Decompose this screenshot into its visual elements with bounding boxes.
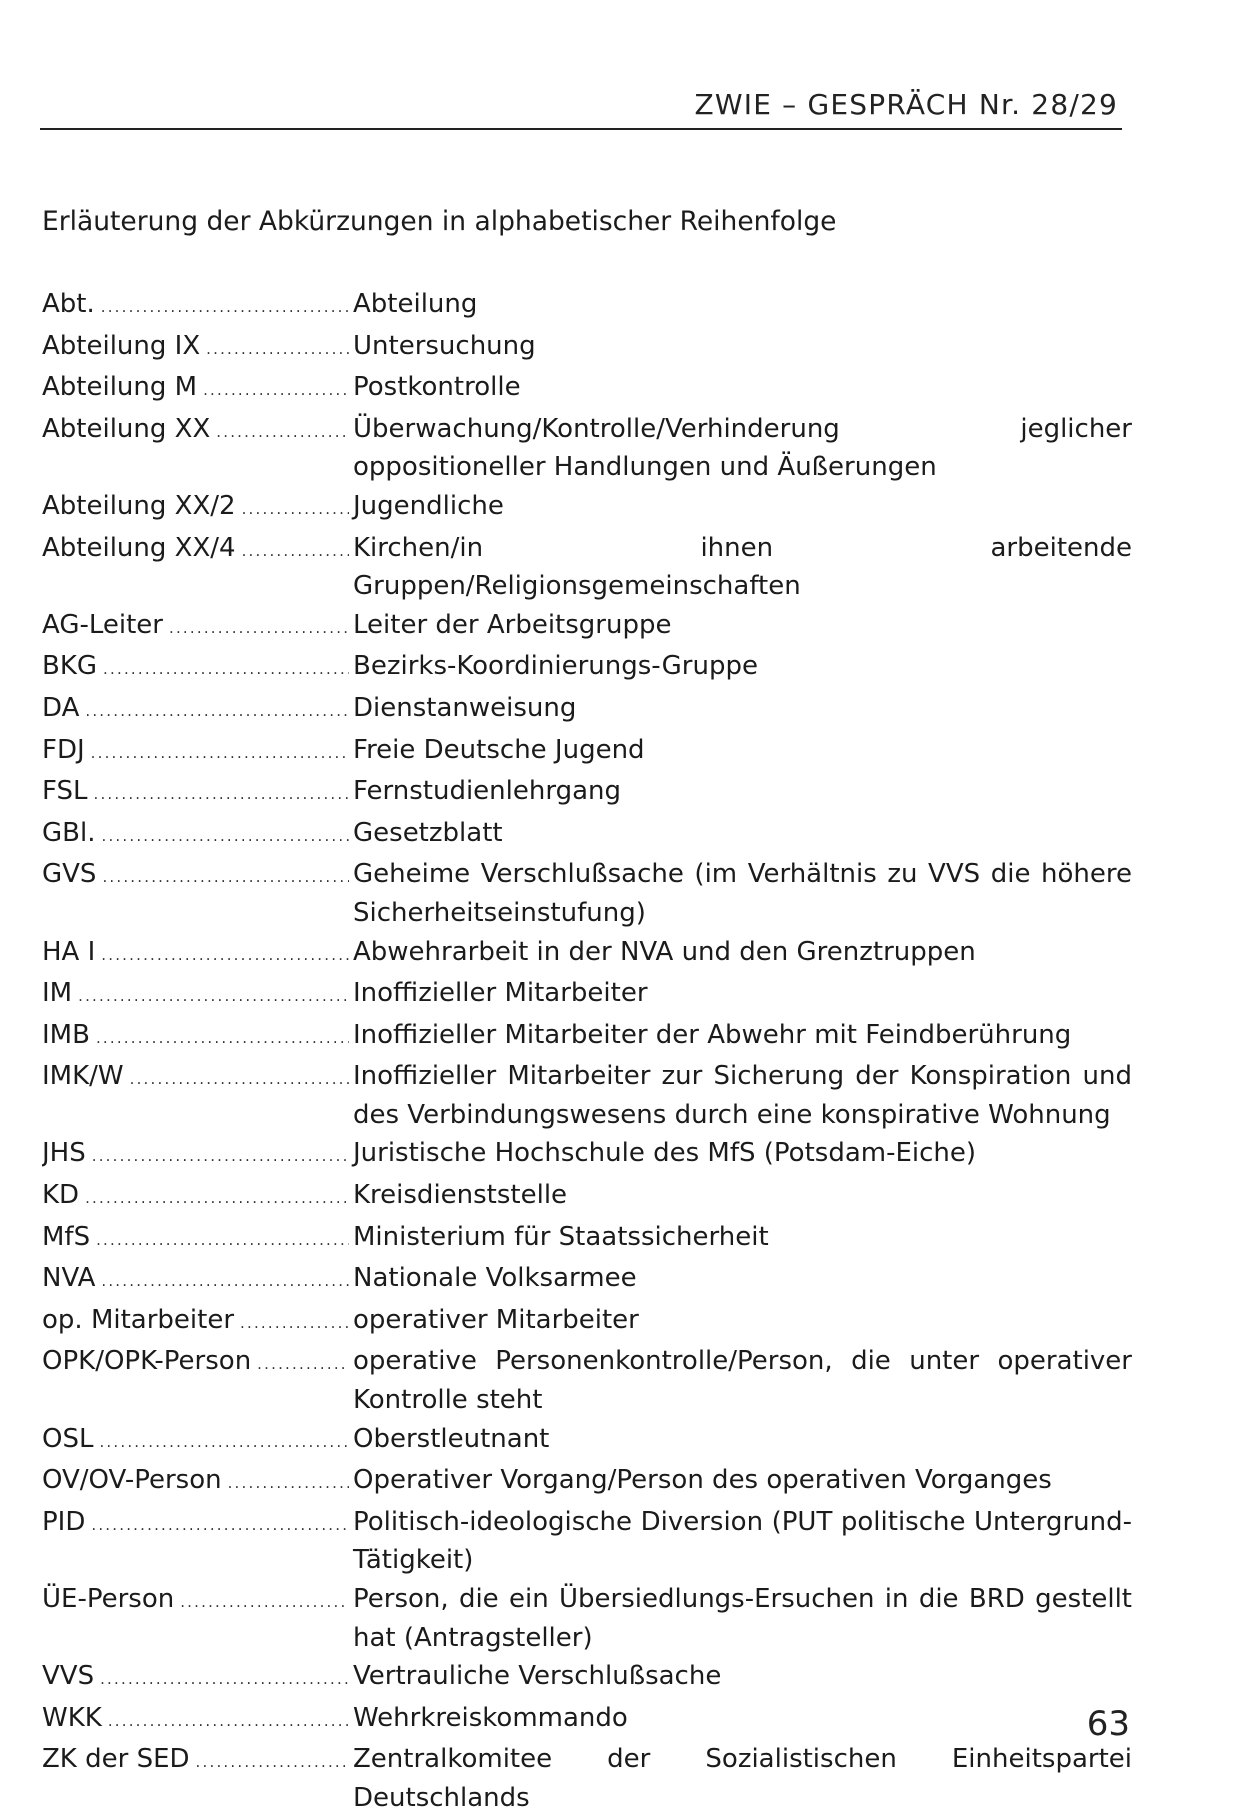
abbreviation-definition: Kreisdienststelle [353, 1180, 568, 1211]
abbreviation-definition: Überwachung/Kontrolle/Verhinderung jeglicher oppositioneller Handlungen und Äußerungen [353, 413, 1132, 483]
list-item [42, 814, 1132, 856]
abbreviation-term-cell [42, 1342, 349, 1384]
abbreviation-definition: Politisch-ideologische Diversion (PUT politische Untergrund-Tätigkeit) [353, 1506, 1132, 1576]
abbreviation-term: ZK der SED [42, 1744, 190, 1775]
abbreviation-term: Abteilung IX [42, 330, 201, 361]
abbreviation-definition: Zentralkomitee der Sozialistischen Einheitspartei Deutschlands [353, 1744, 1132, 1813]
list-item [42, 368, 1132, 410]
dot-leader [100, 1660, 349, 1699]
abbreviation-definition: Nationale Volksarmee [353, 1263, 637, 1294]
dot-leader [130, 1060, 349, 1099]
dot-leader [203, 371, 349, 410]
running-title: ZWIE – GESPRÄCH Nr. 28/29 [694, 88, 1118, 121]
abbreviation-term-cell [42, 772, 349, 814]
dot-leader [91, 734, 349, 773]
abbreviation-term-cell [42, 1301, 349, 1343]
page-number: 63 [1086, 1704, 1130, 1744]
abbreviation-definition: Jugendliche [353, 490, 504, 521]
list-item [42, 1301, 1132, 1343]
list-item [42, 410, 1132, 487]
abbreviation-term-cell [42, 487, 349, 529]
abbreviation-definition: Leiter der Arbeitsgruppe [353, 609, 672, 640]
abbreviation-definition: Person, die ein Übersiedlungs-Ersuchen in die BRD gestellt hat (Antragsteller) [353, 1584, 1132, 1653]
abbreviation-definition: Operativer Vorgang/Person des operativen Vorganges [353, 1465, 1052, 1496]
abbreviation-definition: Gesetzblatt [353, 817, 503, 848]
dot-leader [101, 1262, 349, 1301]
abbreviation-term: Abteilung XX [42, 413, 211, 444]
abbreviation-term: MfS [42, 1221, 91, 1252]
abbreviation-term-cell [42, 933, 349, 975]
dot-leader [216, 413, 349, 452]
list-item [42, 1420, 1132, 1462]
abbreviation-term-cell [42, 974, 349, 1016]
abbreviation-definition: Fernstudienlehrgang [353, 776, 622, 807]
dot-leader [103, 650, 349, 689]
dot-leader [206, 330, 349, 369]
abbreviation-term: WKK [42, 1702, 102, 1733]
dot-leader [91, 1506, 349, 1545]
abbreviation-term-cell [42, 1016, 349, 1058]
abbreviation-definition: Freie Deutsche Jugend [353, 734, 645, 765]
abbreviation-term-cell [42, 731, 349, 773]
abbreviation-definition: Bezirks-Koordinierungs-Gruppe [353, 651, 758, 682]
abbreviation-definition: Juristische Hochschule des MfS (Potsdam-Eiche) [353, 1138, 977, 1169]
abbreviation-term-cell [42, 689, 349, 731]
abbreviation-term: Abteilung XX/4 [42, 532, 236, 563]
list-item [42, 1016, 1132, 1058]
dot-leader [94, 775, 350, 814]
abbreviation-term: OV/OV-Person [42, 1465, 222, 1496]
dot-leader [78, 977, 349, 1016]
abbreviation-definition: Kirchen/in ihnen arbeitende Gruppen/Religionsgemeinschaften [353, 532, 1132, 602]
abbreviation-term: FDJ [42, 734, 85, 765]
running-header [40, 88, 1122, 130]
abbreviation-term: Abt. [42, 289, 95, 319]
abbreviation-term-cell [42, 368, 349, 410]
abbreviation-term-cell [42, 1259, 349, 1301]
abbreviation-term-cell [42, 647, 349, 689]
abbreviation-term: GBl. [42, 817, 96, 848]
abbreviation-term: DA [42, 692, 80, 723]
list-item [42, 487, 1132, 529]
abbreviation-term: Abteilung M [42, 372, 198, 403]
list-item [42, 647, 1132, 689]
abbreviation-definition: Inoffizieller Mitarbeiter zur Sicherung der Konspiration und des Verbindungswesens durch eine konspirative Wohnung [353, 1061, 1132, 1130]
list-item [42, 1461, 1132, 1503]
list-item [42, 529, 1132, 606]
abbreviation-term: ÜE-Person [42, 1584, 175, 1614]
dot-leader [196, 1743, 349, 1782]
list-item [42, 1259, 1132, 1301]
dot-leader [101, 817, 349, 856]
abbreviation-definition: Abteilung [353, 289, 478, 319]
abbreviation-term-cell [42, 1134, 349, 1176]
dot-leader [108, 1702, 349, 1741]
list-item [42, 731, 1132, 773]
dot-leader [102, 858, 349, 897]
dot-leader [85, 1179, 349, 1218]
abbreviation-term: GVS [42, 859, 97, 890]
abbreviation-definition: Inoffizieller Mitarbeiter der Abwehr mit Feindberührung [353, 1019, 1072, 1050]
list-item [42, 1657, 1132, 1699]
abbreviation-term-cell [42, 410, 349, 452]
list-item [42, 1218, 1132, 1260]
dot-leader [242, 490, 349, 529]
abbreviation-term: PID [42, 1506, 86, 1537]
list-item [42, 1176, 1132, 1218]
list-item [42, 285, 1132, 327]
list-item [42, 772, 1132, 814]
abbreviation-definition: Abwehrarbeit in der NVA und den Grenztruppen [353, 936, 976, 967]
list-item [42, 1057, 1132, 1134]
abbreviation-definition: operative Personenkontrolle/Person, die unter operativer Kontrolle steht [353, 1346, 1132, 1416]
abbreviation-term-cell [42, 1503, 349, 1545]
abbreviation-term: OPK/OPK-Person [42, 1346, 252, 1377]
list-item [42, 1134, 1132, 1176]
abbreviation-term: IM [42, 978, 73, 1009]
dot-leader [240, 1304, 349, 1343]
abbreviation-definition: Vertrauliche Verschlußsache [353, 1661, 722, 1692]
list-item [42, 689, 1132, 731]
abbreviation-term-cell [42, 855, 349, 897]
abbreviation-term: IMK/W [42, 1061, 124, 1092]
abbreviation-definition: Wehrkreiskommando [353, 1702, 628, 1733]
list-item [42, 1342, 1132, 1419]
list-item [42, 327, 1132, 369]
abbreviation-term-cell [42, 606, 349, 648]
dot-leader [180, 1583, 349, 1622]
abbreviation-term: JHS [42, 1138, 86, 1169]
dot-leader [99, 1423, 349, 1462]
abbreviation-definition: Geheime Verschlußsache (im Verhältnis zu VVS die höhere Sicherheitseinstufung) [353, 859, 1132, 928]
abbreviation-term-cell [42, 1699, 349, 1741]
abbreviation-definition: Inoffizieller Mitarbeiter [353, 978, 648, 1009]
abbreviation-term-cell [42, 1218, 349, 1260]
abbreviation-term-cell [42, 327, 349, 369]
dot-leader [101, 288, 349, 327]
dot-leader [96, 1019, 349, 1058]
abbreviation-definition: Oberstleutnant [353, 1423, 550, 1454]
list-item [42, 1699, 1132, 1741]
abbreviation-term-cell [42, 814, 349, 856]
list-item [42, 933, 1132, 975]
abbreviation-term: VVS [42, 1661, 95, 1692]
abbreviation-term-cell [42, 1580, 349, 1622]
abbreviation-list [42, 285, 1132, 1818]
list-item [42, 1503, 1132, 1580]
list-item [42, 1740, 1132, 1817]
abbreviation-term: AG-Leiter [42, 609, 163, 640]
dot-leader [101, 936, 349, 975]
dot-leader [96, 1221, 349, 1260]
abbreviation-term-cell [42, 529, 349, 571]
dot-leader [257, 1345, 349, 1384]
abbreviation-term: OSL [42, 1423, 94, 1454]
list-item [42, 1580, 1132, 1657]
abbreviation-term-cell [42, 1176, 349, 1218]
abbreviation-definition: operativer Mitarbeiter [353, 1304, 639, 1335]
abbreviation-term-cell [42, 1057, 349, 1099]
dot-leader [169, 609, 349, 648]
abbreviation-term: BKG [42, 651, 98, 682]
abbreviation-definition: Dienstanweisung [353, 692, 577, 723]
dot-leader [85, 692, 349, 731]
list-item [42, 606, 1132, 648]
abbreviation-definition: Untersuchung [353, 330, 536, 361]
abbreviation-term: Abteilung XX/2 [42, 490, 236, 521]
list-item [42, 855, 1132, 932]
abbreviation-definition: Ministerium für Staatssicherheit [353, 1221, 769, 1252]
abbreviation-term: HA I [42, 936, 96, 967]
dot-leader [242, 532, 349, 571]
abbreviation-term: IMB [42, 1019, 90, 1050]
abbreviation-term-cell [42, 1461, 349, 1503]
abbreviation-term-cell [42, 1740, 349, 1782]
abbreviation-term: FSL [42, 776, 88, 807]
abbreviation-term-cell [42, 1657, 349, 1699]
abbreviation-term-cell [42, 1420, 349, 1462]
abbreviation-term: KD [42, 1180, 80, 1211]
dot-leader [92, 1137, 349, 1176]
abbreviation-term: NVA [42, 1263, 96, 1294]
section-heading: Erläuterung der Abkürzungen in alphabetischer Reihenfolge [42, 206, 837, 237]
abbreviation-term: op. Mitarbeiter [42, 1304, 235, 1335]
abbreviation-definition: Postkontrolle [353, 372, 521, 403]
dot-leader [228, 1464, 349, 1503]
list-item [42, 974, 1132, 1016]
abbreviation-term-cell [42, 285, 349, 327]
